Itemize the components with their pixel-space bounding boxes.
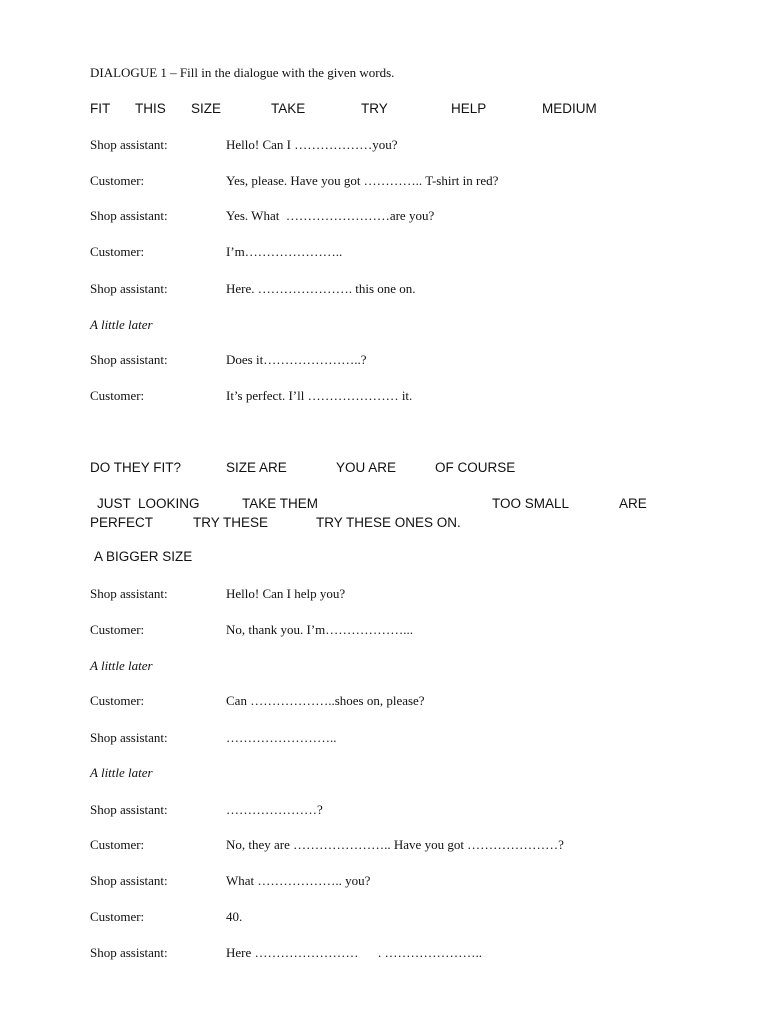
dialogue-text: Yes, please. Have you got ………….. T-shirt in red? <box>226 173 499 188</box>
dialogue-text: Hello! Can I help you? <box>226 586 346 601</box>
speaker-label: Customer: <box>90 244 145 259</box>
dialogue-text: No, they are ………………….. Have you got …………………? <box>226 837 564 852</box>
speaker-label: Shop assistant: <box>90 802 168 817</box>
dialogue-line <box>0 622 768 638</box>
word-bank-phrase: YOU ARE <box>336 460 397 475</box>
word-bank-phrase: DO THEY FIT? <box>90 460 182 475</box>
dialogue-text: Here. …………………. this one on. <box>226 281 416 296</box>
word-bank-phrase: TRY THESE ONES ON. <box>316 515 461 530</box>
word-bank-phrase: TOO SMALL <box>492 496 570 511</box>
dialogue-text: It’s perfect. I’ll ………………… it. <box>226 388 413 403</box>
dialogue-text: Can ………………..shoes on, please? <box>226 693 425 708</box>
speaker-label: Shop assistant: <box>90 208 168 223</box>
speaker-label: Shop assistant: <box>90 137 168 152</box>
speaker-label: Shop assistant: <box>90 730 168 745</box>
word-bank-word: MEDIUM <box>542 101 597 116</box>
word-bank-phrase: TRY THESE <box>193 515 269 530</box>
speaker-label: Shop assistant: <box>90 873 168 888</box>
dialogue-line <box>0 586 768 602</box>
dialogue-text: No, thank you. I’m………………... <box>226 622 414 637</box>
speaker-label: Customer: <box>90 837 145 852</box>
speaker-label: Shop assistant: <box>90 586 168 601</box>
dialogue-text: Here …………………… . ………………….. <box>226 945 483 960</box>
dialogue-text: 40. <box>226 909 243 924</box>
dialogue-line <box>0 730 768 746</box>
speaker-label: Customer: <box>90 693 145 708</box>
word-bank-phrase: JUST LOOKING <box>97 496 200 511</box>
speaker-label: Shop assistant: <box>90 945 168 960</box>
dialogue-text: Does it…………………..? <box>226 352 367 367</box>
speaker-label: Shop assistant: <box>90 281 168 296</box>
dialogue-text: What ……………….. you? <box>226 873 371 888</box>
dialogue-line <box>0 173 768 189</box>
word-bank-phrase: A BIGGER SIZE <box>94 549 193 564</box>
dialogue-line <box>0 388 768 404</box>
word-bank-phrase: ARE <box>619 496 647 511</box>
speaker-label: Customer: <box>90 909 145 924</box>
dialogue-line <box>0 281 768 297</box>
stage-direction: A little later <box>90 317 153 332</box>
word-bank-word: HELP <box>451 101 487 116</box>
dialogue-line <box>0 837 768 853</box>
word-bank-phrase: OF COURSE <box>435 460 516 475</box>
word-bank-phrase: TAKE THEM <box>242 496 319 511</box>
dialogue-line <box>0 137 768 153</box>
word-bank-word: THIS <box>135 101 166 116</box>
dialogue-line <box>0 693 768 709</box>
dialogue-text: I’m………………….. <box>226 244 343 259</box>
stage-direction: A little later <box>90 658 153 673</box>
word-bank-phrase: PERFECT <box>90 515 154 530</box>
dialogue-line <box>0 909 768 925</box>
dialogue-line <box>0 208 768 224</box>
speaker-label: Customer: <box>90 173 145 188</box>
speaker-label: Shop assistant: <box>90 352 168 367</box>
word-bank-word: TRY <box>361 101 388 116</box>
word-bank-word: TAKE <box>271 101 306 116</box>
speaker-label: Customer: <box>90 622 145 637</box>
word-bank-word: FIT <box>90 101 111 116</box>
dialogue-line <box>0 352 768 368</box>
dialogue-text: …………………….. <box>226 730 337 745</box>
dialogue-text: Hello! Can I ………………you? <box>226 137 398 152</box>
dialogue-text: Yes. What ……………………are you? <box>226 208 435 223</box>
worksheet-title: DIALOGUE 1 – Fill in the dialogue with the given words. <box>90 65 395 80</box>
word-bank-word: SIZE <box>191 101 222 116</box>
dialogue-line <box>0 244 768 260</box>
dialogue-text: …………………? <box>226 802 323 817</box>
word-bank-phrase: SIZE ARE <box>226 460 287 475</box>
stage-direction: A little later <box>90 765 153 780</box>
speaker-label: Customer: <box>90 388 145 403</box>
dialogue-line <box>0 802 768 818</box>
dialogue-line <box>0 945 768 961</box>
dialogue-line <box>0 873 768 889</box>
